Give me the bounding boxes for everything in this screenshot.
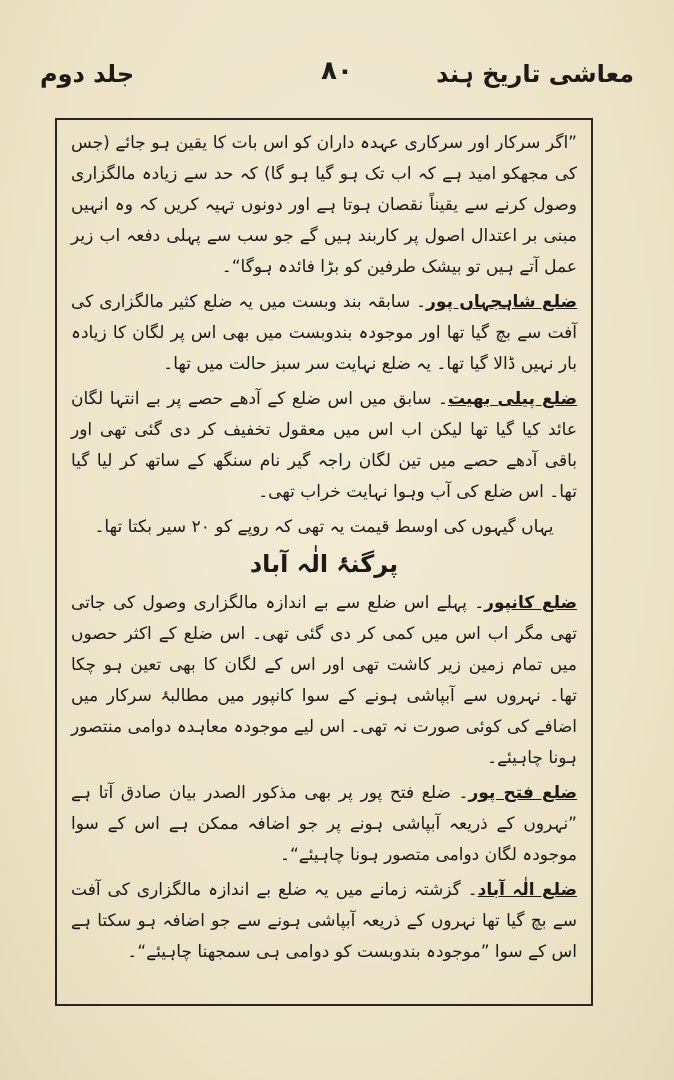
district-paragraph	[71, 384, 577, 508]
page-body	[71, 128, 577, 996]
section-heading: پرگنۂ الٰہ آباد	[249, 550, 399, 578]
quote-paragraph	[71, 128, 577, 283]
district-name: ضلع کانپور	[484, 593, 578, 613]
district-name: ضلع الٰہ آباد	[477, 880, 577, 900]
text-frame	[55, 118, 593, 1006]
district-name: ضلع پیلی بھیت	[447, 389, 577, 409]
district-name: ضلع فتح پور	[468, 783, 577, 803]
paragraph-text: ”اگر سرکار اور سرکاری عہدہ داران کو اس بات کا یقین ہو جائے (جس کی مجھکو امید ہے کہ اب تک ہو گیا ہو گا) کہ حد سے زیادہ مالگزاری وصول کرنے سے یقیناً نقصان ہوتا ہے اور دونوں تہیہ کریں کہ وہ انہیں مبنی بر اعتدال اصول پر کاربند ہیں گے جو سب سے پہلی دفعہ اب زیر عمل آتے ہیں تو بیشک طرفین کو بڑا فائدہ ہوگا“۔	[71, 133, 577, 277]
price-note: یہاں گیہوں کی اوسط قیمت یہ تھی کہ روپے کو ۲۰ سیر بکتا تھا۔	[94, 517, 554, 537]
page-header	[40, 52, 634, 102]
district-paragraph	[71, 778, 577, 871]
paragraph-text: ۔ سابقہ بند وبست میں یہ ضلع کثیر مالگزاری کی آفت سے بچ گیا تھا اور موجودہ بندوبست میں بھی اس پر لگان کا زیادہ بار نہیں ڈالا گیا تھا۔ یہ ضلع نہایت سر سبز حالت میں تھا۔	[71, 292, 577, 374]
district-name: ضلع شاہجہاں پور	[426, 292, 577, 312]
district-paragraph	[71, 875, 577, 968]
district-paragraph	[71, 588, 577, 774]
page-number: ۸۰	[321, 56, 353, 86]
district-paragraph	[71, 287, 577, 380]
paragraph-text: ۔ پہلے اس ضلع سے بے اندازہ مالگزاری وصول کی جاتی تھی مگر اب اس میں کمی کر دی گئی تھی۔ اس ضلع کے اکثر حصوں میں تمام زمین زیر کاشت تھی اور اس کے لگان کا بھی تعین ہو چکا تھا۔ نہروں سے آبپاشی ہونے کے سوا کانپور میں مطالبۂ سرکار میں اضافے کی کوئی صورت نہ تھی۔ اس لیے موجودہ معاہدہ دوامی منتصور ہونا چاہیئے۔	[71, 593, 577, 768]
volume-label: جلد دوم	[40, 60, 135, 88]
book-title: معاشی تاریخ ہند	[436, 60, 634, 88]
paragraph-text: ۔ سابق میں اس ضلع کے آدھے حصے پر بے انتہا لگان عائد کیا گیا تھا لیکن اب اس میں معقول تخفیف کر دی گئی تھی اور باقی آدھے حصے میں تین لگان راجہ گیر نام سنگھ کے ساتھ کر لیا گیا تھا۔ اس ضلع کی آب وہوا نہایت خراب تھی۔	[71, 389, 577, 502]
paragraph-text: ۔ گزشتہ زمانے میں یہ ضلع بے اندازہ مالگزاری کی آفت سے بچ گیا تھا نہروں کے ذریعہ آبپاشی ہونے سے جو اضافہ ہو سکتا ہے اس کے سوا ”موجودہ بندوبست کو دوامی ہی سمجھنا چاہیئے“۔	[71, 880, 577, 962]
paragraph-text: ۔ ضلع فتح پور پر بھی مذکور الصدر بیان صادق آتا ہے ”نہروں کے ذریعہ آبپاشی ہونے پر جو اضافہ ممکن ہے اس کے سوا موجودہ لگان دوامی متصور ہونا چاہیئے“۔	[71, 783, 577, 865]
